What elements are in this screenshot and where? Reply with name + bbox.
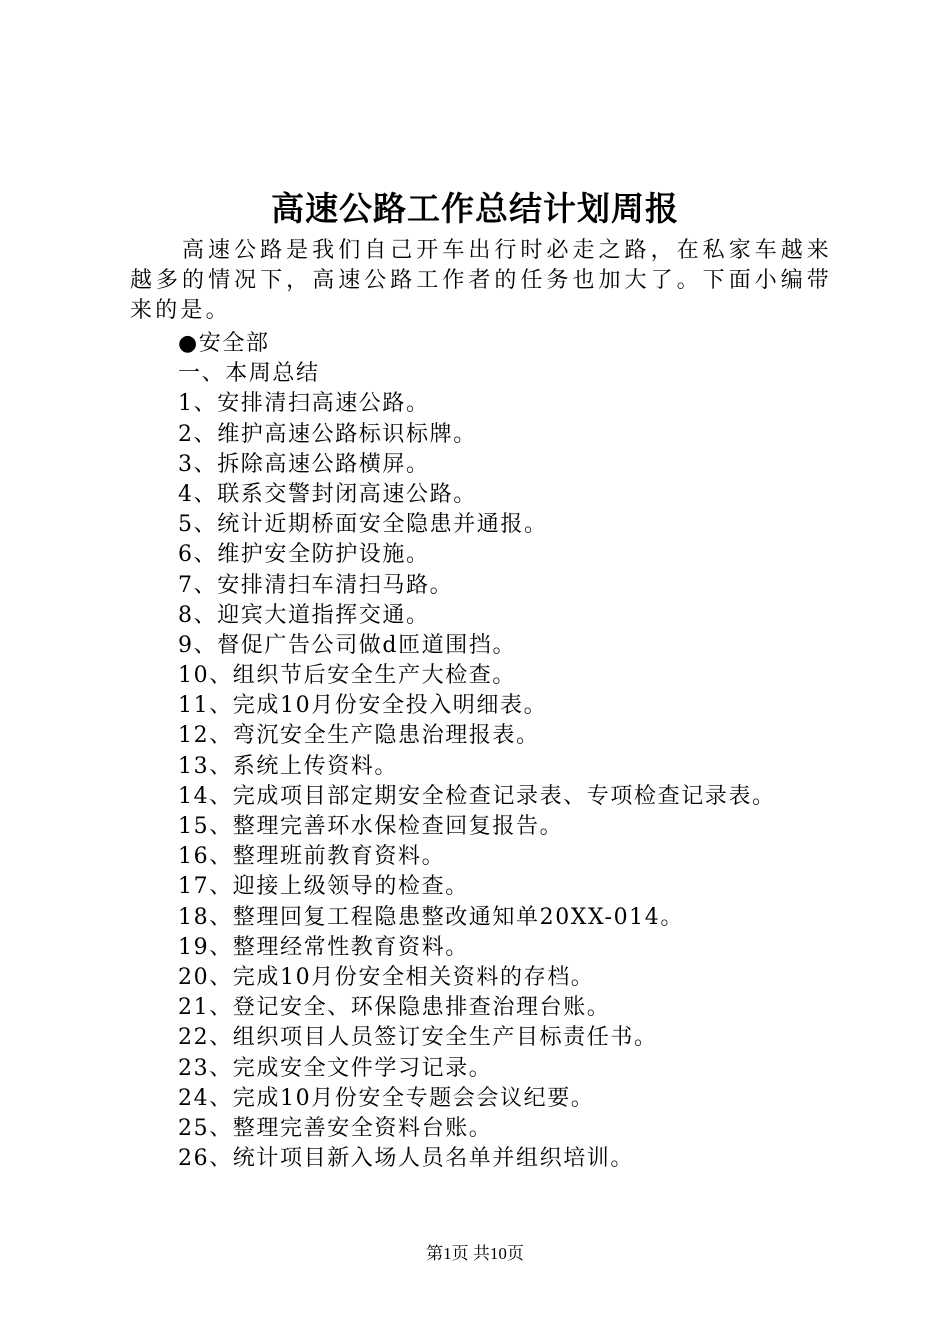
list-item: 6、维护安全防护设施。 (178, 542, 430, 568)
list-item: 20、完成10月份安全相关资料的存档。 (178, 964, 595, 990)
list-item: 24、完成10月份安全专题会会议纪要。 (178, 1085, 595, 1111)
list-item: 25、整理完善安全资料台账。 (178, 1115, 493, 1141)
subsection-heading: 一、本周总结 (178, 361, 320, 387)
list-item: 13、系统上传资料。 (178, 753, 398, 779)
list-item: 14、完成项目部定期安全检查记录表、专项检查记录表。 (178, 783, 776, 809)
list-item: 16、整理班前教育资料。 (178, 844, 446, 870)
list-item: 19、整理经常性教育资料。 (178, 934, 469, 960)
list-item: 7、安排清扫车清扫马路。 (178, 572, 454, 598)
list-item: 21、登记安全、环保隐患排查治理台账。 (178, 995, 611, 1021)
list-item: 3、拆除高速公路横屏。 (178, 451, 430, 477)
list-item: 1、安排清扫高速公路。 (178, 391, 430, 417)
list-item: 9、督促广告公司做d匝道围挡。 (178, 632, 517, 658)
document-title: 高速公路工作总结计划周报 (271, 189, 679, 228)
page-number: 第1页 共10页 (426, 1244, 524, 1263)
list-item: 11、完成10月份安全投入明细表。 (178, 693, 548, 719)
list-item: 22、组织项目人员签订安全生产目标责任书。 (178, 1025, 658, 1051)
list-item: 10、组织节后安全生产大检查。 (178, 663, 516, 689)
list-item: 17、迎接上级领导的检查。 (178, 874, 469, 900)
list-item: 18、整理回复工程隐患整改通知单20XX-014。 (178, 904, 684, 930)
list-item: 2、维护高速公路标识标牌。 (178, 421, 477, 447)
list-item: 12、弯沉安全生产隐患治理报表。 (178, 723, 540, 749)
content-list (178, 329, 878, 1174)
list-item: 26、统计项目新入场人员名单并组织培训。 (178, 1146, 634, 1172)
section-heading: ●安全部 (178, 331, 270, 356)
list-item: 8、迎宾大道指挥交通。 (178, 602, 430, 628)
list-item: 15、整理完善环水保检查回复报告。 (178, 814, 564, 839)
list-item: 5、统计近期桥面安全隐患并通报。 (178, 512, 548, 538)
list-item: 4、联系交警封闭高速公路。 (178, 481, 477, 507)
list-item: 23、完成安全文件学习记录。 (178, 1055, 493, 1081)
intro-paragraph: 高速公路是我们自己开车出行时必走之路，在私家车越来越多的情况下，高速公路工作者的任务也加大了。下面小编带来的是。 (130, 238, 832, 323)
